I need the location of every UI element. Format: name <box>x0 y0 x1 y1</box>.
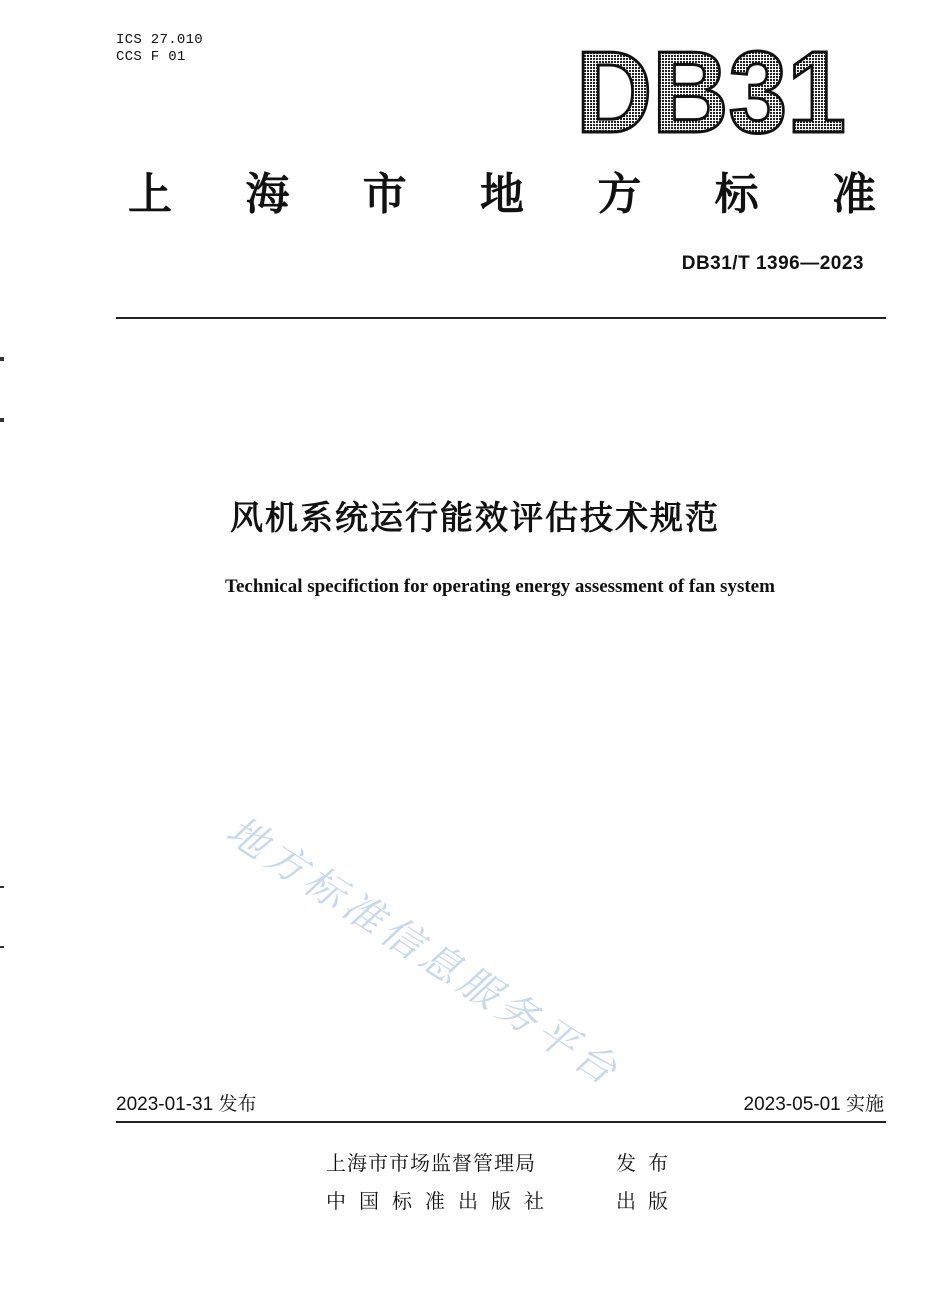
heading-char: 方 <box>597 169 642 220</box>
db31-logo <box>572 40 850 138</box>
classification-codes <box>116 32 203 66</box>
ics-code: ICS 27.010 <box>116 32 204 48</box>
standard-type-heading <box>128 160 876 220</box>
publisher-action: 出版 <box>616 1189 680 1213</box>
issue-date: 2023-01-31 发布 <box>116 1094 257 1115</box>
scan-margin-mark <box>0 946 4 948</box>
watermark-text: 地方标准信息服务平台 <box>218 807 629 1097</box>
scan-margin-mark <box>0 357 4 361</box>
scan-margin-mark <box>0 418 4 422</box>
issuer-name: 上海市市场监督管理局 <box>326 1151 536 1175</box>
bottom-divider <box>116 1121 886 1123</box>
issuer-action: 发布 <box>616 1151 680 1175</box>
heading-char: 海 <box>245 169 290 220</box>
heading-char: 标 <box>714 169 759 220</box>
publisher-row <box>326 1185 680 1214</box>
document-title-chinese: 风机系统运行能效评估技术规范 <box>230 498 720 537</box>
top-divider <box>116 317 886 319</box>
publisher-name: 中国标准出版社 <box>326 1189 557 1213</box>
svg-text:DB31: DB31 <box>576 40 846 138</box>
scan-margin-mark <box>0 886 4 888</box>
heading-char: 市 <box>362 169 407 220</box>
issuer-row <box>326 1147 680 1176</box>
document-title-english: Technical specifiction for operating energy assessment of fan system <box>225 576 775 597</box>
standard-number: DB31/T 1396—2023 <box>681 253 864 274</box>
heading-char: 准 <box>831 169 876 220</box>
ccs-code: CCS F 01 <box>116 49 186 65</box>
heading-char: 地 <box>479 169 524 220</box>
implementation-date: 2023-05-01 实施 <box>743 1094 884 1115</box>
heading-char: 上 <box>128 169 172 220</box>
